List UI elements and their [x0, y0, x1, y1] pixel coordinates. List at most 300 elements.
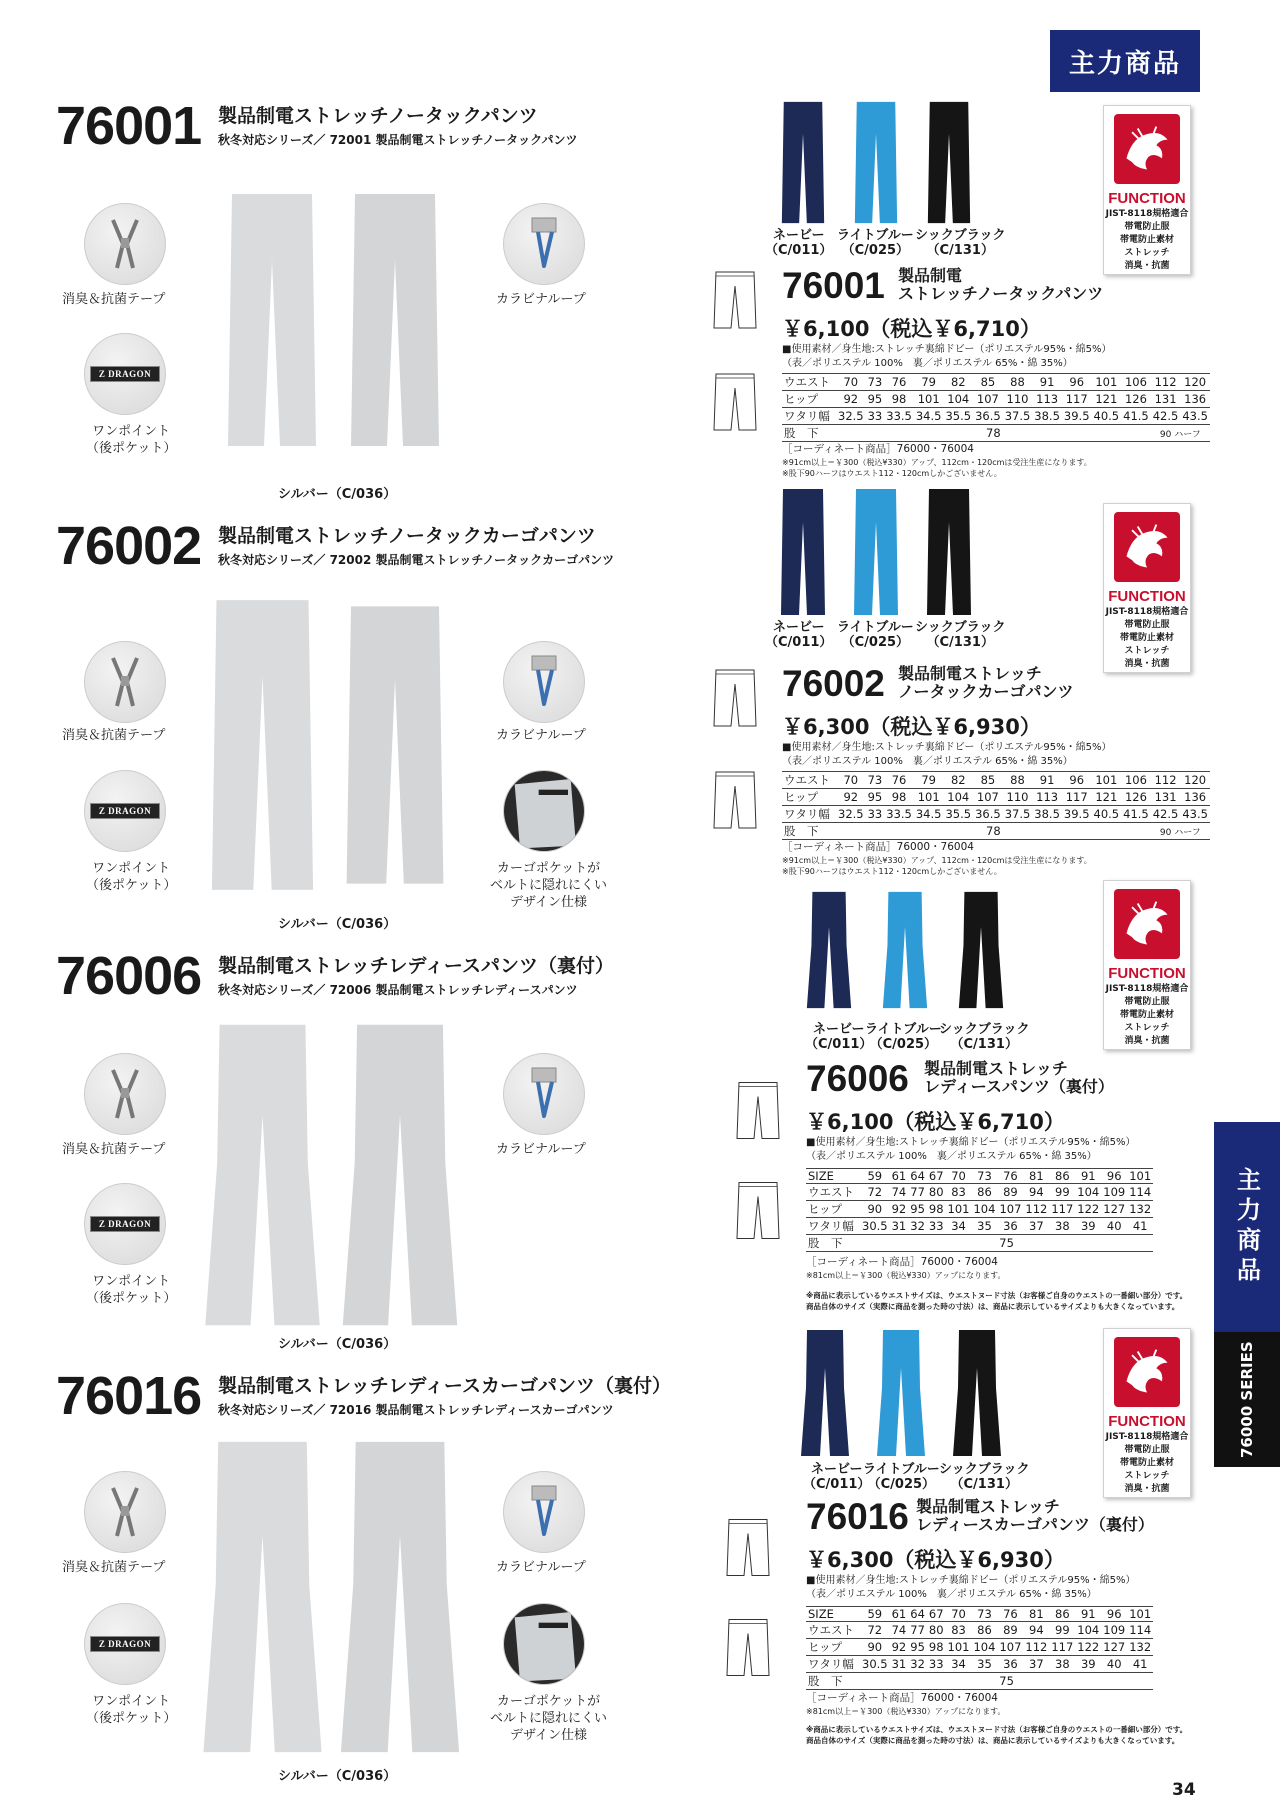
size-cell: 39 — [1075, 1218, 1101, 1235]
size-cell: 74 — [891, 1185, 907, 1199]
product-block-76006 — [0, 945, 700, 1355]
size-cell: 107 — [999, 1640, 1022, 1654]
size-cell: 86 — [971, 1184, 997, 1201]
size-cell: 85 — [973, 374, 1003, 391]
size-cell: 95 — [910, 1640, 925, 1654]
size-cell: 107 — [973, 391, 1003, 408]
swatch-lightblue[interactable] — [873, 1328, 929, 1458]
size-row — [782, 391, 1210, 408]
detail-label: 消臭＆抗菌テープ — [62, 728, 166, 743]
size-cell: 90 — [860, 1201, 890, 1218]
detail-label: ワンポイント （後ポケット） — [86, 861, 177, 893]
size-cell: 37.5 — [1004, 409, 1031, 423]
inseam-row — [806, 1673, 1153, 1690]
size-cell: 92 — [836, 391, 866, 408]
size-cell: 81 — [1023, 1169, 1049, 1184]
coordinate-products: ［コーディネート商品］76000・76004 — [806, 1256, 998, 1268]
swatch-navy[interactable] — [797, 1328, 853, 1458]
size-cell: 121 — [1092, 789, 1122, 806]
size-cell: 131 — [1151, 391, 1181, 408]
swatch-black[interactable] — [953, 890, 1009, 1010]
size-cell: 96 — [1062, 374, 1092, 391]
size-cell: 127 — [1103, 1640, 1126, 1654]
size-cell: 73 — [971, 1607, 997, 1622]
size-row-header: ワタリ幅 — [806, 1656, 860, 1673]
dragon-logo: Z DRAGON — [90, 803, 160, 819]
size-cell: 98 — [928, 1640, 944, 1654]
product-series: 秋冬対応シリーズ／ 72016 製品制電ストレッチレディースカーゴパンツ — [218, 1403, 614, 1417]
size-cell: 101 — [947, 1640, 970, 1654]
color-swatches-76006 — [797, 890, 1030, 1055]
detail-carabiner — [503, 203, 585, 285]
size-row-header: ワタリ幅 — [782, 806, 836, 823]
size-cell: 117 — [1062, 391, 1092, 408]
size-cell: 109 — [1103, 1185, 1126, 1199]
size-cell: 37.5 — [1004, 807, 1031, 821]
size-cell: 35 — [971, 1656, 997, 1673]
line-drawing-front — [710, 668, 760, 728]
color-swatches-76001 — [765, 100, 1006, 265]
size-cell: 82 — [943, 772, 973, 789]
function-title: FUNCTION — [1108, 1413, 1186, 1430]
spec-code: 76016 — [806, 1496, 909, 1537]
swatch-navy[interactable] — [775, 100, 831, 225]
size-row — [806, 1656, 1153, 1673]
size-row — [782, 806, 1210, 823]
size-cell: 112 — [1025, 1202, 1048, 1216]
size-cell: 42.5 — [1152, 807, 1179, 821]
size-cell: 101 — [1092, 772, 1122, 789]
main-products-badge: 主力商品 — [1050, 30, 1200, 92]
size-cell: 96 — [1062, 772, 1092, 789]
size-cell: 92 — [891, 1640, 907, 1654]
size-table — [782, 771, 1210, 840]
detail-label: 消臭＆抗菌テープ — [62, 292, 166, 307]
size-cell: 61 — [891, 1169, 907, 1183]
product-photo-front — [205, 585, 320, 905]
swatch-lightblue[interactable] — [848, 487, 904, 617]
detail-label: カラビナループ — [496, 1560, 586, 1575]
size-row — [806, 1639, 1153, 1656]
size-cell: 80 — [928, 1623, 944, 1637]
size-cell: 31 — [891, 1657, 907, 1671]
swatch-black[interactable] — [949, 1328, 1005, 1458]
note: ※81cm以上＝￥300（税込¥330）アップになります。 — [806, 1271, 1006, 1280]
color-caption: シルバー（C/036） — [278, 917, 397, 932]
material: ■使用素材／身生地:ストレッチ裏綿ドビー（ポリエステル95%・綿5%） （表／ポリエステル 100% 裏／ポリエステル 65%・綿 35%） — [806, 1137, 1136, 1162]
function-features: JIST-8118規格適合 帯電防止服 帯電防止素材 ストレッチ 消臭・抗菌 — [1105, 984, 1189, 1046]
spec-76002 — [782, 663, 1272, 883]
swatch-caption: ライトブルー （C/025） — [865, 1022, 942, 1052]
dragon-logo: Z DRAGON — [90, 1636, 160, 1652]
tape-icon — [95, 1064, 155, 1124]
dragon-icon — [1114, 889, 1180, 959]
detail-deodorant-tape — [84, 1053, 166, 1135]
size-table — [806, 1168, 1153, 1252]
inseam-half-value: 90 ハーフ — [1151, 425, 1210, 442]
size-cell: 76 — [884, 772, 914, 789]
detail-carabiner — [503, 641, 585, 723]
size-row — [806, 1169, 1153, 1184]
size-cell: 136 — [1180, 391, 1210, 408]
size-cell: 95 — [867, 392, 883, 406]
size-cell: 110 — [1003, 789, 1033, 806]
detail-onepoint — [84, 333, 166, 415]
size-cell: 132 — [1129, 1202, 1152, 1216]
function-features: JIST-8118規格適合 帯電防止服 帯電防止素材 ストレッチ 消臭・抗菌 — [1105, 1432, 1189, 1494]
note: ※91cm以上＝￥300（税込¥330）アップ、112cm・120cmは受注生産になります。 ※股下90ハーフはウエスト112・120cmしかございません。 — [782, 856, 1092, 876]
size-cell: 126 — [1121, 391, 1151, 408]
size-cell: 127 — [1103, 1202, 1126, 1216]
size-cell: 83 — [946, 1184, 972, 1201]
size-row — [806, 1184, 1153, 1201]
product-name: 製品制電ストレッチノータックカーゴパンツ — [218, 525, 596, 547]
note: ※81cm以上＝￥300（税込¥330）アップになります。 — [806, 1707, 1006, 1716]
line-drawing-front — [710, 270, 760, 330]
detail-deodorant-tape — [84, 203, 166, 285]
color-caption: シルバー（C/036） — [278, 1337, 397, 1352]
size-cell: 104 — [943, 789, 973, 806]
size-row-header: SIZE — [806, 1607, 860, 1622]
dragon-icon — [1114, 512, 1180, 582]
size-row — [806, 1201, 1153, 1218]
size-cell: 40 — [1101, 1656, 1127, 1673]
size-cell: 96 — [1101, 1607, 1127, 1622]
spec-name: 製品制電 ストレッチノータックパンツ — [898, 266, 1104, 303]
size-row — [782, 408, 1210, 425]
size-cell: 91 — [1075, 1607, 1101, 1622]
size-row-header: ウエスト — [806, 1622, 860, 1639]
detail-label: カラビナループ — [496, 728, 586, 743]
side-tab-main-products[interactable]: 主力商品 — [1214, 1122, 1280, 1332]
size-cell: 31 — [891, 1219, 907, 1233]
swatch-caption: ネービー （C/011） — [765, 228, 833, 258]
spec-76001 — [782, 265, 1272, 485]
size-cell: 101 — [1129, 1607, 1152, 1621]
size-cell: 90 — [860, 1639, 890, 1656]
spec-name: 製品制電ストレッチ ノータックカーゴパンツ — [898, 664, 1074, 701]
carabiner-icon — [514, 1064, 574, 1124]
function-features: JIST-8118規格適合 帯電防止服 帯電防止素材 ストレッチ 消臭・抗菌 — [1105, 607, 1189, 669]
color-swatches-76016 — [793, 1328, 1030, 1493]
size-row-header: ヒップ — [806, 1639, 860, 1656]
size-row — [782, 789, 1210, 806]
material: ■使用素材／身生地:ストレッチ裏綿ドビー（ポリエステル95%・綿5%） （表／ポリエステル 100% 裏／ポリエステル 65%・綿 35%） — [782, 742, 1112, 767]
inseam-value: 75 — [860, 1673, 1153, 1690]
size-cell: 136 — [1180, 789, 1210, 806]
size-cell: 109 — [1103, 1623, 1126, 1637]
size-cell: 59 — [860, 1607, 890, 1622]
size-cell: 76 — [997, 1607, 1023, 1622]
swatch-navy[interactable] — [801, 890, 857, 1010]
size-cell: 36 — [997, 1656, 1023, 1673]
product-code: 76002 — [56, 516, 202, 576]
size-cell: 94 — [1023, 1184, 1049, 1201]
size-cell: 96 — [1101, 1169, 1127, 1184]
size-cell: 107 — [999, 1202, 1022, 1216]
size-cell: 94 — [1023, 1622, 1049, 1639]
size-cell: 30.5 — [862, 1219, 888, 1233]
note: ※91cm以上＝￥300（税込¥330）アップ、112cm・120cmは受注生産になります。 ※股下90ハーフはウエスト112・120cmしかございません。 — [782, 458, 1092, 478]
size-cell: 95 — [910, 1202, 925, 1216]
dragon-icon — [1114, 114, 1180, 184]
note-size: ※商品に表示しているウエストサイズは、ウエストヌード寸法（お客様ご自身のウエストの一番細い部分）です。 商品自体のサイズ（実際に商品を測った時の寸法）は、商品に表示しているサイズよりも大きくなっています。 — [806, 1291, 1188, 1311]
product-code: 76016 — [56, 1366, 202, 1426]
detail-deodorant-tape — [84, 641, 166, 723]
size-cell: 79 — [914, 772, 944, 789]
swatch-lightblue[interactable] — [877, 890, 933, 1010]
size-cell: 88 — [1003, 772, 1033, 789]
spec-code: 76002 — [782, 663, 885, 704]
product-name: 製品制電ストレッチノータックパンツ — [218, 105, 538, 127]
side-tab-series[interactable]: 76000 SERIES — [1214, 1332, 1280, 1467]
product-photo-back — [340, 585, 450, 905]
swatch-caption: シックブラック （C/131） — [939, 1022, 1030, 1052]
detail-onepoint — [84, 1603, 166, 1685]
size-cell: 40.5 — [1093, 409, 1120, 423]
size-cell: 104 — [1077, 1623, 1100, 1637]
size-cell: 32.5 — [838, 409, 864, 423]
size-cell: 101 — [947, 1202, 970, 1216]
size-cell: 82 — [943, 374, 973, 391]
product-block-76016 — [0, 1365, 700, 1795]
size-row — [782, 374, 1210, 391]
spec-76016 — [806, 1496, 1280, 1756]
size-cell: 99 — [1049, 1622, 1075, 1639]
swatch-caption: シックブラック （C/131） — [915, 228, 1006, 258]
size-cell: 98 — [928, 1202, 944, 1216]
size-cell: 36.5 — [975, 409, 1001, 423]
tape-icon — [95, 652, 155, 712]
size-cell: 132 — [1129, 1640, 1152, 1654]
size-cell: 70 — [836, 374, 866, 391]
size-row-header: ワタリ幅 — [806, 1218, 860, 1235]
coordinate-products: ［コーディネート商品］76000・76004 — [806, 1692, 998, 1704]
size-cell: 74 — [891, 1623, 907, 1637]
detail-label: ワンポイント （後ポケット） — [86, 1274, 177, 1306]
swatch-caption: ライトブルー （C/025） — [837, 228, 914, 258]
size-cell: 86 — [1049, 1169, 1075, 1184]
detail-carabiner — [503, 1053, 585, 1135]
size-cell: 92 — [836, 789, 866, 806]
detail-cargo-pocket — [503, 770, 585, 852]
line-drawing-front — [723, 1500, 773, 1595]
size-row-header: SIZE — [806, 1169, 860, 1184]
product-name: 製品制電ストレッチレディースカーゴパンツ（裏付） — [218, 1375, 671, 1397]
product-code: 76001 — [56, 96, 202, 156]
detail-label: カーゴポケットが ベルトに隠れにくい デザイン仕様 — [490, 861, 608, 910]
line-drawing-back — [733, 1163, 783, 1258]
line-drawing-back — [723, 1600, 773, 1695]
size-cell: 32 — [910, 1219, 925, 1233]
size-cell: 86 — [1049, 1607, 1075, 1622]
size-row-header: ヒップ — [782, 391, 836, 408]
swatch-caption: シックブラック （C/131） — [939, 1462, 1030, 1492]
size-cell: 35.5 — [945, 807, 972, 821]
size-cell: 70 — [946, 1607, 972, 1622]
product-series: 秋冬対応シリーズ／ 72006 製品制電ストレッチレディースパンツ — [218, 983, 578, 997]
tape-icon — [95, 214, 155, 274]
swatch-caption: ライトブルー （C/025） — [863, 1462, 940, 1492]
size-row-header: ウエスト — [782, 772, 836, 789]
size-cell: 73 — [971, 1169, 997, 1184]
size-cell: 41 — [1127, 1218, 1153, 1235]
size-cell: 98 — [884, 391, 914, 408]
size-cell: 113 — [1032, 789, 1062, 806]
size-cell: 40 — [1101, 1218, 1127, 1235]
swatch-caption: ネービー （C/011） — [805, 1022, 873, 1052]
product-series: 秋冬対応シリーズ／ 72002 製品制電ストレッチノータックカーゴパンツ — [218, 553, 615, 567]
size-cell: 89 — [997, 1184, 1023, 1201]
cargo-pocket-icon — [504, 770, 584, 852]
size-cell: 126 — [1121, 789, 1151, 806]
size-cell: 113 — [1032, 391, 1062, 408]
spec-name: 製品制電ストレッチ レディースパンツ（裏付） — [924, 1059, 1114, 1096]
size-cell: 41.5 — [1123, 807, 1149, 821]
product-block-76001 — [0, 95, 700, 505]
size-cell: 104 — [973, 1640, 996, 1654]
detail-carabiner — [503, 1471, 585, 1553]
size-cell: 110 — [1003, 391, 1033, 408]
dragon-logo: Z DRAGON — [90, 366, 160, 382]
size-cell: 33.5 — [886, 807, 912, 821]
function-badge — [1103, 105, 1191, 275]
function-title: FUNCTION — [1108, 965, 1186, 982]
size-cell: 42.5 — [1152, 409, 1179, 423]
product-block-76002 — [0, 515, 700, 935]
spec-code: 76001 — [782, 265, 885, 306]
detail-label: 消臭＆抗菌テープ — [62, 1560, 166, 1575]
size-cell: 32.5 — [838, 807, 864, 821]
detail-label: ワンポイント （後ポケット） — [86, 1694, 177, 1726]
size-row — [806, 1622, 1153, 1639]
dragon-icon — [1114, 1337, 1180, 1407]
swatch-caption: ライトブルー （C/025） — [837, 620, 914, 650]
line-drawing-back — [710, 770, 760, 830]
size-cell: 70 — [946, 1169, 972, 1184]
size-cell: 101 — [1129, 1169, 1152, 1183]
size-cell: 114 — [1129, 1185, 1152, 1199]
size-row-header: 股 下 — [782, 425, 836, 442]
size-cell: 36.5 — [975, 807, 1001, 821]
size-cell: 30.5 — [862, 1657, 888, 1671]
size-cell: 33 — [867, 807, 883, 821]
inseam-row — [782, 425, 1210, 442]
size-cell: 76 — [997, 1169, 1023, 1184]
size-cell: 38 — [1049, 1656, 1075, 1673]
size-cell: 117 — [1051, 1640, 1074, 1654]
size-cell: 79 — [914, 374, 944, 391]
size-cell: 34 — [946, 1218, 972, 1235]
size-cell: 33 — [867, 409, 883, 423]
size-row-header: 股 下 — [806, 1235, 860, 1252]
size-cell: 101 — [914, 789, 944, 806]
size-cell: 88 — [1003, 374, 1033, 391]
detail-onepoint — [84, 1183, 166, 1265]
size-cell: 38 — [1049, 1218, 1075, 1235]
size-cell: 38.5 — [1034, 807, 1060, 821]
swatch-black[interactable] — [921, 487, 977, 617]
swatch-black[interactable] — [921, 100, 977, 225]
inseam-row — [782, 823, 1210, 840]
function-badge — [1103, 503, 1191, 673]
function-title: FUNCTION — [1108, 190, 1186, 207]
size-cell: 77 — [910, 1623, 925, 1637]
size-cell: 43.5 — [1182, 409, 1208, 423]
size-cell: 73 — [867, 375, 883, 389]
detail-label: カラビナループ — [496, 292, 586, 307]
detail-label: ワンポイント （後ポケット） — [86, 424, 177, 456]
size-cell: 107 — [973, 789, 1003, 806]
inseam-row — [806, 1235, 1153, 1252]
size-cell: 61 — [891, 1607, 907, 1621]
function-features: JIST-8118規格適合 帯電防止服 帯電防止素材 ストレッチ 消臭・抗菌 — [1105, 209, 1189, 271]
tape-icon — [95, 1482, 155, 1542]
size-row-header: ワタリ幅 — [782, 408, 836, 425]
color-swatches-76002 — [765, 487, 1006, 652]
size-cell: 131 — [1151, 789, 1181, 806]
size-row — [806, 1218, 1153, 1235]
inseam-half-value: 90 ハーフ — [1151, 823, 1210, 840]
size-cell: 35.5 — [945, 409, 972, 423]
carabiner-icon — [514, 214, 574, 274]
function-title: FUNCTION — [1108, 588, 1186, 605]
swatch-navy[interactable] — [775, 487, 831, 617]
size-cell: 38.5 — [1034, 409, 1060, 423]
inseam-value: 78 — [836, 425, 1151, 442]
cargo-pocket-icon — [504, 1603, 584, 1685]
color-caption: シルバー（C/036） — [278, 1769, 397, 1784]
size-cell: 39.5 — [1063, 807, 1090, 821]
size-cell: 91 — [1032, 374, 1062, 391]
size-cell: 91 — [1075, 1169, 1101, 1184]
size-cell: 104 — [943, 391, 973, 408]
size-cell: 83 — [946, 1622, 972, 1639]
size-table — [806, 1606, 1153, 1690]
size-cell: 104 — [1077, 1185, 1100, 1199]
detail-onepoint — [84, 770, 166, 852]
swatch-lightblue[interactable] — [848, 100, 904, 225]
size-cell: 64 — [910, 1169, 925, 1183]
product-series: 秋冬対応シリーズ／ 72001 製品制電ストレッチノータックパンツ — [218, 133, 578, 147]
size-cell: 39 — [1075, 1656, 1101, 1673]
size-cell: 43.5 — [1182, 807, 1208, 821]
detail-cargo-pocket — [503, 1603, 585, 1685]
spec-name: 製品制電ストレッチ レディースカーゴパンツ（裏付） — [916, 1497, 1154, 1534]
swatch-caption: ネービー （C/011） — [765, 620, 833, 650]
size-cell: 39.5 — [1063, 409, 1090, 423]
size-cell: 106 — [1121, 772, 1151, 789]
spec-code: 76006 — [806, 1058, 909, 1099]
size-cell: 121 — [1092, 391, 1122, 408]
size-row-header: ヒップ — [782, 789, 836, 806]
size-cell: 112 — [1151, 374, 1181, 391]
size-cell: 34.5 — [915, 409, 942, 423]
size-row-header: ウエスト — [782, 374, 836, 391]
size-cell: 114 — [1129, 1623, 1152, 1637]
color-caption: シルバー（C/036） — [278, 487, 397, 502]
size-cell: 95 — [867, 790, 883, 804]
size-row-header: ウエスト — [806, 1184, 860, 1201]
size-cell: 72 — [860, 1184, 890, 1201]
size-cell: 33 — [928, 1657, 944, 1671]
size-cell: 76 — [884, 374, 914, 391]
size-cell: 72 — [860, 1622, 890, 1639]
coordinate-products: ［コーディネート商品］76000・76004 — [782, 443, 974, 455]
size-cell: 85 — [973, 772, 1003, 789]
inseam-value: 75 — [860, 1235, 1153, 1252]
coordinate-products: ［コーディネート商品］76000・76004 — [782, 841, 974, 853]
